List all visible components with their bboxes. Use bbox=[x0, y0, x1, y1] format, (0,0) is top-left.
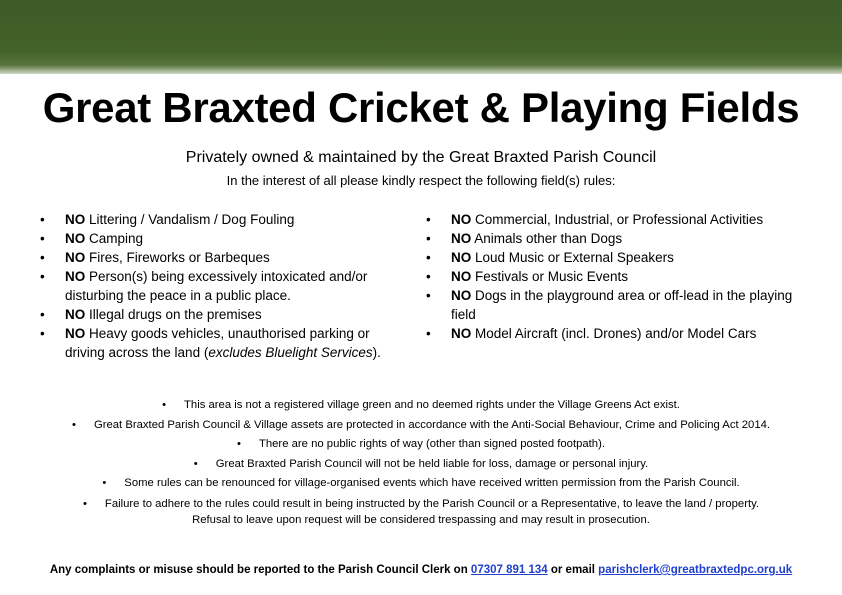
rule-item: • NO Commercial, Industrial, or Professional Activities bbox=[424, 210, 804, 229]
rules-list-left bbox=[38, 210, 398, 362]
rule-item: • NO Animals other than Dogs bbox=[424, 229, 804, 248]
rule-item: • NO Illegal drugs on the premises bbox=[38, 305, 398, 324]
notes-section bbox=[0, 396, 842, 530]
green-header-banner bbox=[0, 0, 842, 74]
rule-item: • NO Model Aircraft (incl. Drones) and/or Model Cars bbox=[424, 324, 804, 343]
rules-intro: In the interest of all please kindly respect the following field(s) rules: bbox=[226, 173, 616, 188]
rule-item: • NO Littering / Vandalism / Dog Fouling bbox=[38, 210, 398, 229]
page-title: Great Braxted Cricket & Playing Fields bbox=[42, 84, 800, 131]
note-item: • This area is not a registered village green and no deemed rights under the Village Greens Act exist. bbox=[162, 399, 680, 411]
note-item: • Some rules can be renounced for village-organised events which have received written permission from the Parish Council. bbox=[102, 477, 740, 489]
note-item: • Great Braxted Parish Council will not be held liable for loss, damage or personal injury. bbox=[193, 457, 649, 470]
contact-footer: Any complaints or misuse should be reported to the Parish Council Clerk on 07307 891 134 or email parishclerk@greatbraxtedpc.org.uk bbox=[49, 564, 793, 576]
rules-list-right bbox=[424, 210, 804, 343]
rule-item: • NO Fires, Fireworks or Barbeques bbox=[38, 248, 398, 267]
note-item: • Great Braxted Parish Council & Village assets are protected in accordance with the Anti-Social Behaviour, Crime and Policing Act 2014. bbox=[71, 418, 771, 431]
rule-item: • NO Festivals or Music Events bbox=[424, 267, 804, 286]
rule-item: • NO Heavy goods vehicles, unauthorised parking or driving across the land (excludes Bluelight Services). bbox=[38, 324, 398, 362]
note-item: • Failure to adhere to the rules could result in being instructed by the Parish Council or a Representative, to leave the land / property. Refusal to leave upon request will be considered trespassing and may result in prosecution. bbox=[82, 497, 760, 526]
page-subtitle: Privately owned & maintained by the Great Braxted Parish Council bbox=[185, 149, 657, 166]
phone-link[interactable]: 07307 891 134 bbox=[470, 564, 548, 576]
rule-item: • NO Loud Music or External Speakers bbox=[424, 248, 804, 267]
rule-item: • NO Camping bbox=[38, 229, 398, 248]
rule-item: • NO Person(s) being excessively intoxicated and/or disturbing the peace in a public place. bbox=[38, 267, 398, 305]
rule-item: • NO Dogs in the playground area or off-lead in the playing field bbox=[424, 286, 804, 324]
note-item: • There are no public rights of way (other than signed posted footpath). bbox=[237, 438, 605, 450]
email-link[interactable]: parishclerk@greatbraxtedpc.org.uk bbox=[598, 564, 793, 576]
